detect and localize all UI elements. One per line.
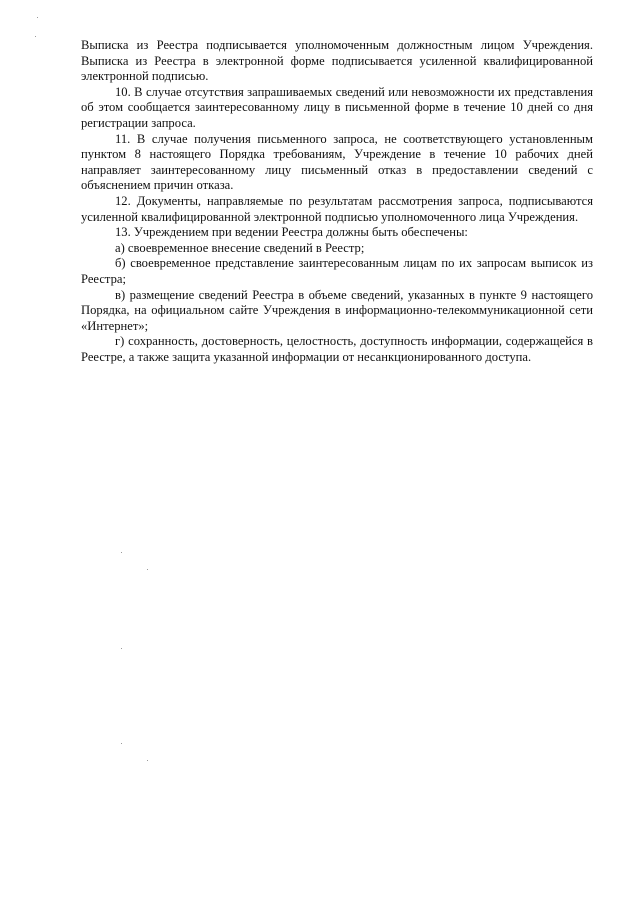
scan-speck [121,743,122,744]
paragraph-item-13b: б) своевременное представление заинтересованным лицам по их запросам выписок из Реестра; [81,256,593,286]
paragraph-item-12: 12. Документы, направляемые по результатам рассмотрения запроса, подписываются усиленной квалифицированной электронной подписью уполномоченного лица Учреждения. [81,193,593,224]
scan-speck [121,648,122,649]
paragraph-item-13a: а) своевременное внесение сведений в Реестр; [115,240,365,255]
scan-speck [35,36,36,37]
scan-speck [121,552,122,553]
paragraph-item-10: 10. В случае отсутствия запрашиваемых сведений или невозможности их представления об этом сообщается заинтересованному лицу в письменной форме в течение 10 дней со дня регистрации запроса. [81,84,593,130]
paragraph-signing: Выписка из Реестра подписывается уполномоченным должностным лицом Учреждения. Выписка из Реестра в электронной форме подписывается усиленной квалифицированной электронной подписью. [81,38,593,84]
paragraph-item-13v: в) размещение сведений Реестра в объеме сведений, указанных в пункте 9 настоящего Порядка, на официальном сайте Учреждения в информационно-телекоммуникационной сети «Интернет»; [81,287,593,333]
scan-speck [147,569,148,570]
scan-speck [37,17,38,18]
scan-speck [147,760,148,761]
paragraph-item-11: 11. В случае получения письменного запроса, не соответствующего установленным пунктом 8 настоящего Порядка требованиям, Учреждение в течение 10 рабочих дней направляет заинтересованному лицу письменный отказ в предоставлении сведений с объяснением причин отказа. [81,131,593,193]
paragraph-item-13: 13. Учреждением при ведении Реестра должны быть обеспечены: [115,225,468,240]
document-body [81,38,593,365]
paragraph-item-13g: г) сохранность, достоверность, целостность, доступность информации, содержащейся в Реестре, а также защита указанной информации от несанкционированного доступа. [81,334,593,364]
